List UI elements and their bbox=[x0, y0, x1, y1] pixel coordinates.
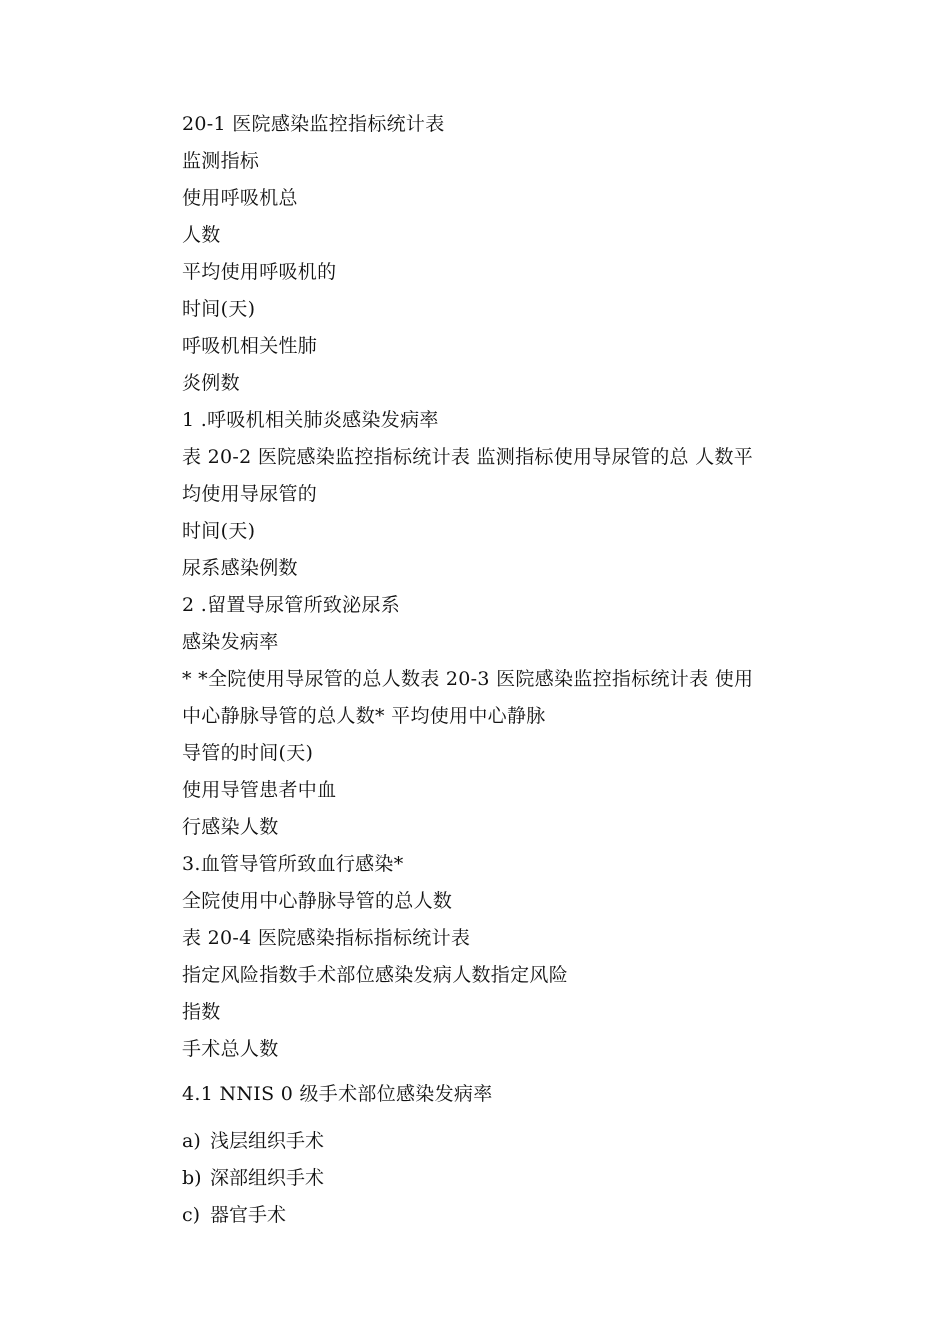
text-line: 指定风险指数手术部位感染发病人数指定风险 bbox=[182, 964, 569, 986]
list-marker: a) bbox=[182, 1130, 201, 1152]
text-line: 监测指标 bbox=[182, 150, 260, 172]
list-item-text: 浅层组织手术 bbox=[210, 1130, 325, 1152]
text-line: 感染发病率 bbox=[182, 631, 279, 653]
table-title-20-4: 表 20-4 医院感染指标指标统计表 bbox=[182, 927, 471, 949]
text-line: 使用导管患者中血 bbox=[182, 779, 337, 801]
list-item bbox=[182, 1197, 842, 1234]
list-marker: c) bbox=[182, 1204, 201, 1226]
text-line: 行感染人数 bbox=[182, 816, 279, 838]
list-item bbox=[182, 1160, 842, 1197]
section-heading-4-1: 4.1 NNIS 0 级手术部位感染发病率 bbox=[182, 1083, 493, 1105]
text-line: 指数 bbox=[182, 1001, 221, 1023]
list-item-text: 深部组织手术 bbox=[210, 1167, 325, 1189]
text-line: 全院使用中心静脉导管的总人数 bbox=[182, 890, 453, 912]
section-heading-2: 2 .留置导尿管所致泌尿系 bbox=[182, 594, 401, 616]
text-line: 均使用导尿管的 bbox=[182, 483, 318, 505]
list-item bbox=[182, 1123, 842, 1160]
list-item-text: 器官手术 bbox=[210, 1204, 287, 1226]
text-line: 导管的时间(天) bbox=[182, 742, 314, 764]
text-line: 手术总人数 bbox=[182, 1038, 279, 1060]
text-line: 平均使用呼吸机的 bbox=[182, 261, 337, 283]
text-line: 中心静脉导管的总人数* 平均使用中心静脉 bbox=[182, 705, 546, 727]
text-line: 呼吸机相关性肺 bbox=[182, 335, 318, 357]
section-heading-3: 3.血管导管所致血行感染* bbox=[182, 853, 404, 875]
list-marker: b) bbox=[182, 1167, 202, 1189]
text-line: 炎例数 bbox=[182, 372, 240, 394]
text-line: 时间(天) bbox=[182, 298, 256, 320]
text-line: 人数 bbox=[182, 224, 221, 246]
table-title-20-3: * *全院使用导尿管的总人数表 20-3 医院感染监控指标统计表 使用 bbox=[182, 668, 754, 690]
text-line: 使用呼吸机总 bbox=[182, 187, 298, 209]
document-body bbox=[182, 106, 842, 1234]
section-heading-1: 1 .呼吸机相关肺炎感染发病率 bbox=[182, 409, 439, 431]
text-line: 时间(天) bbox=[182, 520, 256, 542]
text-line: 尿系感染例数 bbox=[182, 557, 298, 579]
table-title-20-1: 20-1 医院感染监控指标统计表 bbox=[182, 113, 445, 135]
table-title-20-2: 表 20-2 医院感染监控指标统计表 监测指标使用导尿管的总 人数平 bbox=[182, 446, 754, 468]
